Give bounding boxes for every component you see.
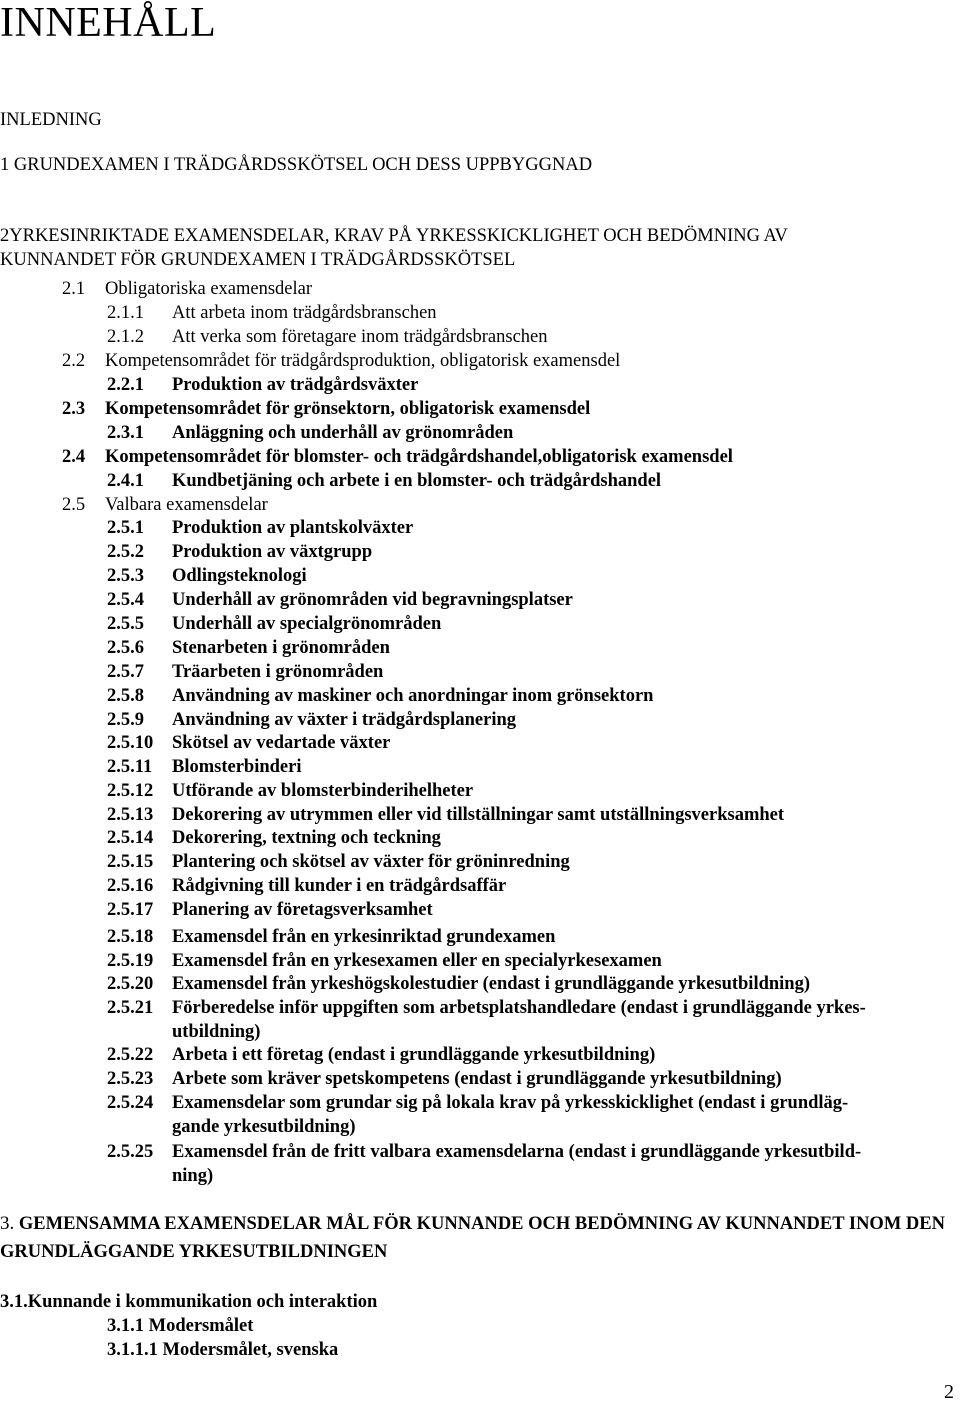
toc-entry-number: 2.5.24	[107, 1093, 154, 1113]
toc-entry-text: Dekorering, textning och teckning	[172, 828, 441, 848]
toc-entry-text: Obligatoriska examensdelar	[105, 279, 313, 299]
toc-section-3	[0, 1210, 955, 1266]
toc-3-1-1-1: 3.1.1.1 Modersmålet, svenska	[107, 1340, 339, 1360]
section-3-number: 3.	[0, 1213, 15, 1234]
toc-entry-text: Att verka som företagare inom trädgårdsbranschen	[172, 327, 548, 347]
toc-entry-text: Underhåll av grönområden vid begravningsplatser	[172, 590, 573, 610]
toc-entry-text: Användning av växter i trädgårdsplanering	[172, 710, 517, 730]
section-3-title: GEMENSAMMA EXAMENSDELAR MÅL FÖR KUNNANDE OCH BEDÖMNING AV KUNNANDET INOM DEN GRUNDLÄGGANDE YRKESUTBILDNINGEN	[0, 1214, 945, 1262]
toc-entry-number: 2.5.17	[107, 900, 154, 920]
toc-entry-text: Produktion av växtgrupp	[172, 542, 373, 562]
toc-section-2-line1: 2YRKESINRIKTADE EXAMENSDELAR, KRAV PÅ YRKESSKICKLIGHET OCH BEDÖMNING AV	[0, 226, 788, 246]
toc-entry-number: 2.1	[62, 279, 86, 299]
toc-section-2-line2: KUNNANDET FÖR GRUNDEXAMEN I TRÄDGÅRDSSKÖTSEL	[0, 250, 516, 270]
toc-entry-text: Odlingsteknologi	[172, 566, 307, 586]
toc-entry-number: 2.5.15	[107, 852, 154, 872]
toc-entry-text: Skötsel av vedartade växter	[172, 733, 391, 753]
toc-entry-number: 2.4.1	[107, 471, 144, 491]
toc-entry-number: 2.3.1	[107, 423, 144, 443]
toc-entry-text: Arbete som kräver spetskompetens (endast i grundläggande yrkesutbildning)	[172, 1069, 782, 1089]
toc-entry-number: 2.5.1	[107, 518, 144, 538]
toc-entry-text: Underhåll av specialgrönområden	[172, 614, 442, 634]
toc-entry-text: Utförande av blomsterbinderihelheter	[172, 781, 474, 801]
toc-entry-number: 2.5.2	[107, 542, 144, 562]
toc-entry-text: Stenarbeten i grönområden	[172, 638, 390, 658]
toc-entry-text: Anläggning och underhåll av grönområden	[172, 423, 514, 443]
toc-entry-number: 2.5.11	[107, 757, 153, 777]
toc-entry-text-continued: utbildning)	[172, 1022, 261, 1042]
toc-inledning: INLEDNING	[0, 110, 102, 130]
toc-entry-text: Produktion av trädgårdsväxter	[172, 375, 419, 395]
toc-entry-number: 2.5	[62, 495, 86, 515]
toc-entry-number: 2.5.23	[107, 1069, 154, 1089]
toc-entry-text: Dekorering av utrymmen eller vid tillställningar samt utställningsverksamhet	[172, 805, 785, 825]
toc-entry-number: 2.5.18	[107, 927, 154, 947]
toc-entry-text: Kundbetjäning och arbete i en blomster- och trädgårdshandel	[172, 471, 662, 491]
toc-3-1: 3.1.Kunnande i kommunikation och interaktion	[0, 1292, 378, 1312]
toc-entry-number: 2.1.2	[107, 327, 144, 347]
toc-entry-text: Examensdel från de fritt valbara examensdelarna (endast i grundläggande yrkesutbild-	[172, 1142, 862, 1162]
toc-entry-text: Blomsterbinderi	[172, 757, 302, 777]
toc-entry-number: 2.5.13	[107, 805, 154, 825]
toc-entry-text: Produktion av plantskolväxter	[172, 518, 414, 538]
toc-entry-number: 2.5.25	[107, 1142, 154, 1162]
toc-section-1: 1 GRUNDEXAMEN I TRÄDGÅRDSSKÖTSEL OCH DESS UPPBYGGNAD	[0, 155, 593, 175]
toc-entry-text-continued: gande yrkesutbildning)	[172, 1117, 356, 1137]
toc-entry-number: 2.5.19	[107, 951, 154, 971]
toc-entry-text: Planering av företagsverksamhet	[172, 900, 433, 920]
toc-entry-number: 2.5.21	[107, 998, 154, 1018]
toc-entry-number: 2.5.16	[107, 876, 154, 896]
toc-entry-text: Rådgivning till kunder i en trädgårdsaffär	[172, 876, 507, 896]
toc-entry-text: Kompetensområdet för grönsektorn, obligatorisk examensdel	[105, 399, 591, 419]
toc-entry-text-continued: ning)	[172, 1166, 214, 1186]
toc-entry-number: 2.5.12	[107, 781, 154, 801]
toc-entry-text: Examensdel från yrkeshögskolestudier (endast i grundläggande yrkesutbildning)	[172, 974, 811, 994]
toc-entry-number: 2.1.1	[107, 303, 144, 323]
toc-entry-number: 2.5.8	[107, 686, 144, 706]
toc-entry-number: 2.5.20	[107, 974, 154, 994]
toc-entry-text: Valbara examensdelar	[105, 495, 268, 515]
page-title: INNEHÅLL	[0, 0, 217, 46]
toc-entry-number: 2.4	[62, 447, 86, 467]
toc-entry-text: Kompetensområdet för blomster- och trädgårdshandel,obligatorisk examensdel	[105, 447, 733, 467]
toc-entry-number: 2.5.3	[107, 566, 144, 586]
toc-entry-text: Examensdelar som grundar sig på lokala krav på yrkesskicklighet (endast i grundläg-	[172, 1093, 849, 1113]
toc-entry-text: Träarbeten i grönområden	[172, 662, 384, 682]
toc-entry-number: 2.5.10	[107, 733, 154, 753]
toc-entry-number: 2.5.6	[107, 638, 144, 658]
toc-entry-text: Kompetensområdet för trädgårdsproduktion, obligatorisk examensdel	[105, 351, 621, 371]
toc-entry-number: 2.5.22	[107, 1045, 154, 1065]
toc-entry-text: Förberedelse inför uppgiften som arbetsplatshandledare (endast i grundläggande yrkes-	[172, 998, 866, 1018]
toc-entry-number: 2.5.4	[107, 590, 144, 610]
toc-entry-number: 2.5.9	[107, 710, 144, 730]
toc-entry-text: Att arbeta inom trädgårdsbranschen	[172, 303, 437, 323]
toc-3-1-1: 3.1.1 Modersmålet	[107, 1316, 254, 1336]
toc-entry-number: 2.3	[62, 399, 86, 419]
toc-entry-text: Användning av maskiner och anordningar inom grönsektorn	[172, 686, 654, 706]
toc-entry-number: 2.5.5	[107, 614, 144, 634]
toc-entry-text: Plantering och skötsel av växter för gröninredning	[172, 852, 570, 872]
toc-entry-text: Arbeta i ett företag (endast i grundläggande yrkesutbildning)	[172, 1045, 656, 1065]
page-number: 2	[944, 1381, 954, 1403]
toc-entry-text: Examensdel från en yrkesexamen eller en specialyrkesexamen	[172, 951, 662, 971]
toc-entry-number: 2.2.1	[107, 375, 144, 395]
toc-entry-text: Examensdel från en yrkesinriktad grundexamen	[172, 927, 556, 947]
toc-entry-number: 2.2	[62, 351, 86, 371]
toc-entry-number: 2.5.14	[107, 828, 154, 848]
toc-entry-number: 2.5.7	[107, 662, 144, 682]
